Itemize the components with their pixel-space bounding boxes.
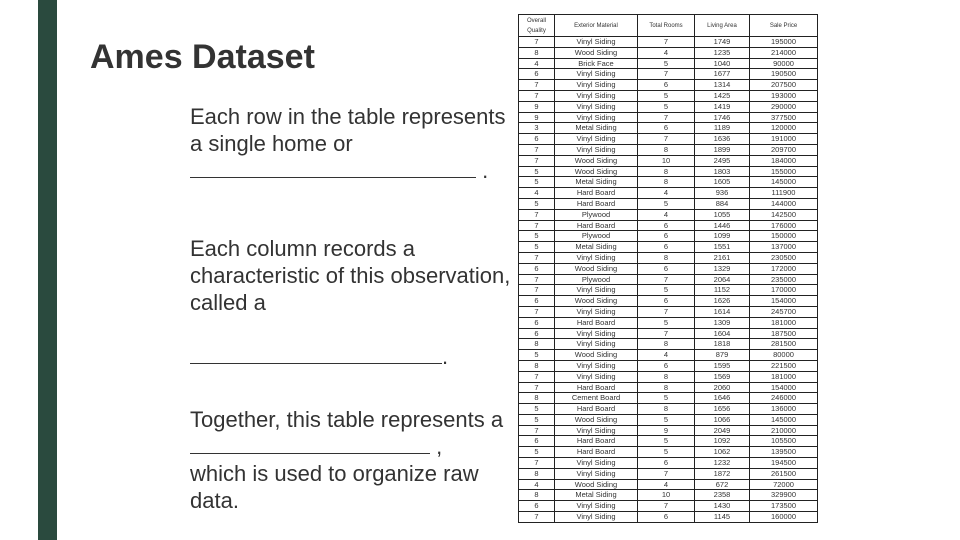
table-cell: 1145 xyxy=(695,512,750,523)
fill-in-blank-observation xyxy=(190,159,476,178)
table-cell: 1040 xyxy=(695,58,750,69)
table-cell: Wood Siding xyxy=(555,479,638,490)
table-cell: 194500 xyxy=(750,458,818,469)
table-cell: 1235 xyxy=(695,47,750,58)
table-cell: 176000 xyxy=(750,220,818,231)
table-row xyxy=(519,328,818,339)
table-cell: 7 xyxy=(519,425,555,436)
table-cell: 6 xyxy=(638,296,695,307)
table-cell: 8 xyxy=(638,371,695,382)
table-cell: 160000 xyxy=(750,512,818,523)
table-cell: 1677 xyxy=(695,69,750,80)
table-cell: 1803 xyxy=(695,166,750,177)
table-cell: 105500 xyxy=(750,436,818,447)
table-cell: 120000 xyxy=(750,123,818,134)
table-cell: 1329 xyxy=(695,263,750,274)
table-cell: 1309 xyxy=(695,317,750,328)
table-row xyxy=(519,479,818,490)
table-row xyxy=(519,317,818,328)
table-row xyxy=(519,155,818,166)
table-cell: 8 xyxy=(519,468,555,479)
table-cell: 195000 xyxy=(750,37,818,48)
table-cell: 6 xyxy=(519,328,555,339)
table-cell: 1430 xyxy=(695,501,750,512)
paragraph-rows-end: . xyxy=(482,158,489,183)
table-cell: Plywood xyxy=(555,209,638,220)
table-cell: Vinyl Siding xyxy=(555,468,638,479)
table-cell: Vinyl Siding xyxy=(555,69,638,80)
table-cell: 1872 xyxy=(695,468,750,479)
table-row xyxy=(519,80,818,91)
table-cell: 7 xyxy=(638,274,695,285)
table-cell: 7 xyxy=(519,209,555,220)
table-cell: 1152 xyxy=(695,285,750,296)
table-cell: Metal Siding xyxy=(555,123,638,134)
table-row xyxy=(519,512,818,523)
table-cell: Vinyl Siding xyxy=(555,285,638,296)
table-row xyxy=(519,177,818,188)
table-cell: 145000 xyxy=(750,177,818,188)
table-cell: 4 xyxy=(638,209,695,220)
table-cell: 7 xyxy=(519,274,555,285)
table-cell: 136000 xyxy=(750,404,818,415)
table-cell: 5 xyxy=(638,101,695,112)
table-cell: Vinyl Siding xyxy=(555,37,638,48)
table-cell: 5 xyxy=(638,447,695,458)
table-row xyxy=(519,274,818,285)
table-row xyxy=(519,436,818,447)
table-cell: 1066 xyxy=(695,414,750,425)
table-cell: 210000 xyxy=(750,425,818,436)
table-cell: 7 xyxy=(638,468,695,479)
table-cell: Wood Siding xyxy=(555,350,638,361)
table-cell: Plywood xyxy=(555,274,638,285)
table-cell: 5 xyxy=(638,393,695,404)
table-cell: 7 xyxy=(638,501,695,512)
table-cell: Metal Siding xyxy=(555,177,638,188)
table-cell: Vinyl Siding xyxy=(555,339,638,350)
table-cell: 1614 xyxy=(695,306,750,317)
table-cell: 7 xyxy=(519,512,555,523)
table-row xyxy=(519,393,818,404)
table-cell: 1646 xyxy=(695,393,750,404)
table-cell: 5 xyxy=(519,414,555,425)
table-cell: 4 xyxy=(519,479,555,490)
table-row xyxy=(519,220,818,231)
table-cell: 7 xyxy=(519,37,555,48)
table-cell: 2049 xyxy=(695,425,750,436)
table-cell: 8 xyxy=(519,360,555,371)
paragraph-rows-text: Each row in the table represents a single home or xyxy=(190,104,506,156)
table-cell: 1569 xyxy=(695,371,750,382)
table-row xyxy=(519,209,818,220)
column-header: Total Rooms xyxy=(638,15,695,37)
table-cell: 6 xyxy=(638,458,695,469)
table-cell: 4 xyxy=(638,479,695,490)
table-row xyxy=(519,144,818,155)
table-cell: 2060 xyxy=(695,382,750,393)
table-cell: Cement Board xyxy=(555,393,638,404)
table-cell: 145000 xyxy=(750,414,818,425)
table-row xyxy=(519,263,818,274)
table-cell: Vinyl Siding xyxy=(555,512,638,523)
table-row xyxy=(519,501,818,512)
table-cell: Vinyl Siding xyxy=(555,458,638,469)
ames-data-table-container xyxy=(518,14,817,523)
table-cell: 193000 xyxy=(750,90,818,101)
table-cell: 6 xyxy=(519,501,555,512)
table-cell: 142500 xyxy=(750,209,818,220)
table-cell: 6 xyxy=(519,263,555,274)
table-cell: 7 xyxy=(638,134,695,145)
table-cell: 1055 xyxy=(695,209,750,220)
table-cell: 7 xyxy=(638,112,695,123)
table-cell: 5 xyxy=(638,436,695,447)
table-cell: Wood Siding xyxy=(555,296,638,307)
table-cell: 8 xyxy=(638,166,695,177)
table-row xyxy=(519,447,818,458)
table-cell: 7 xyxy=(519,458,555,469)
table-cell: 6 xyxy=(519,296,555,307)
table-cell: Vinyl Siding xyxy=(555,360,638,371)
table-cell: 235000 xyxy=(750,274,818,285)
paragraph-columns-text: Each column records a characteristic of this observation, called a xyxy=(190,236,511,315)
table-cell: 884 xyxy=(695,198,750,209)
table-cell: 154000 xyxy=(750,296,818,307)
table-cell: 377500 xyxy=(750,112,818,123)
table-row xyxy=(519,296,818,307)
table-cell: 7 xyxy=(519,90,555,101)
table-cell: 7 xyxy=(519,80,555,91)
table-cell: 5 xyxy=(519,404,555,415)
table-cell: 7 xyxy=(519,252,555,263)
table-cell: 4 xyxy=(638,350,695,361)
table-cell: Vinyl Siding xyxy=(555,425,638,436)
accent-bar xyxy=(38,0,57,540)
column-header: Exterior Material xyxy=(555,15,638,37)
table-cell: 6 xyxy=(519,317,555,328)
table-cell: 672 xyxy=(695,479,750,490)
table-cell: 5 xyxy=(519,231,555,242)
table-cell: 1749 xyxy=(695,37,750,48)
table-cell: 1818 xyxy=(695,339,750,350)
column-header: Sale Price xyxy=(750,15,818,37)
table-cell: Hard Board xyxy=(555,447,638,458)
slide-title: Ames Dataset xyxy=(90,38,315,76)
table-cell: 190500 xyxy=(750,69,818,80)
table-cell: 5 xyxy=(638,198,695,209)
paragraph-table-end: which is used to organize raw data. xyxy=(190,461,479,513)
table-cell: Vinyl Siding xyxy=(555,90,638,101)
table-cell: 1099 xyxy=(695,231,750,242)
table-cell: 4 xyxy=(519,188,555,199)
paragraph-table xyxy=(190,406,515,514)
table-cell: 5 xyxy=(519,177,555,188)
table-cell: 6 xyxy=(638,242,695,253)
table-cell: 80000 xyxy=(750,350,818,361)
table-cell: 181000 xyxy=(750,317,818,328)
table-cell: Vinyl Siding xyxy=(555,328,638,339)
table-cell: 207500 xyxy=(750,80,818,91)
table-cell: 1419 xyxy=(695,101,750,112)
table-cell: 5 xyxy=(638,58,695,69)
table-cell: 154000 xyxy=(750,382,818,393)
table-cell: 7 xyxy=(519,382,555,393)
table-cell: 7 xyxy=(519,220,555,231)
table-cell: 5 xyxy=(519,447,555,458)
table-cell: 6 xyxy=(519,436,555,447)
table-cell: 6 xyxy=(638,123,695,134)
table-cell: 209700 xyxy=(750,144,818,155)
fill-in-blank-variable xyxy=(190,345,442,364)
table-cell: 184000 xyxy=(750,155,818,166)
table-cell: 7 xyxy=(519,155,555,166)
table-row xyxy=(519,166,818,177)
table-row xyxy=(519,350,818,361)
table-cell: 1425 xyxy=(695,90,750,101)
table-cell: Vinyl Siding xyxy=(555,371,638,382)
table-cell: 1595 xyxy=(695,360,750,371)
table-cell: 1605 xyxy=(695,177,750,188)
table-cell: Wood Siding xyxy=(555,414,638,425)
table-cell: 1636 xyxy=(695,134,750,145)
table-cell: 1446 xyxy=(695,220,750,231)
table-cell: Wood Siding xyxy=(555,47,638,58)
table-cell: 6 xyxy=(638,360,695,371)
table-cell: 7 xyxy=(638,69,695,80)
table-row xyxy=(519,198,818,209)
table-cell: 4 xyxy=(519,58,555,69)
table-cell: Wood Siding xyxy=(555,263,638,274)
table-row xyxy=(519,360,818,371)
table-cell: 7 xyxy=(519,144,555,155)
table-cell: 173500 xyxy=(750,501,818,512)
table-cell: 137000 xyxy=(750,242,818,253)
table-cell: 172000 xyxy=(750,263,818,274)
table-cell: 150000 xyxy=(750,231,818,242)
table-cell: 5 xyxy=(638,317,695,328)
table-cell: 6 xyxy=(638,263,695,274)
table-cell: 214000 xyxy=(750,47,818,58)
table-cell: Plywood xyxy=(555,231,638,242)
table-cell: 187500 xyxy=(750,328,818,339)
table-cell: 8 xyxy=(519,393,555,404)
table-cell: 2161 xyxy=(695,252,750,263)
table-row xyxy=(519,123,818,134)
table-cell: Vinyl Siding xyxy=(555,501,638,512)
table-cell: Metal Siding xyxy=(555,242,638,253)
table-cell: 1092 xyxy=(695,436,750,447)
table-body xyxy=(519,37,818,523)
table-cell: 221500 xyxy=(750,360,818,371)
table-cell: Brick Face xyxy=(555,58,638,69)
table-row xyxy=(519,306,818,317)
table-row xyxy=(519,414,818,425)
table-cell: 879 xyxy=(695,350,750,361)
table-cell: 6 xyxy=(638,220,695,231)
table-cell: 90000 xyxy=(750,58,818,69)
column-header: Living Area xyxy=(695,15,750,37)
table-row xyxy=(519,490,818,501)
table-cell: Hard Board xyxy=(555,382,638,393)
table-cell: 7 xyxy=(519,371,555,382)
table-cell: 245700 xyxy=(750,306,818,317)
table-cell: 5 xyxy=(638,90,695,101)
table-row xyxy=(519,112,818,123)
table-cell: 10 xyxy=(638,155,695,166)
table-cell: 8 xyxy=(519,47,555,58)
paragraph-table-text: Together, this table represents a xyxy=(190,407,504,432)
table-row xyxy=(519,69,818,80)
table-cell: Vinyl Siding xyxy=(555,306,638,317)
table-cell: 139500 xyxy=(750,447,818,458)
table-cell: 10 xyxy=(638,490,695,501)
table-header-row xyxy=(519,15,818,37)
table-row xyxy=(519,285,818,296)
table-cell: 5 xyxy=(519,242,555,253)
table-cell: 111900 xyxy=(750,188,818,199)
table-cell: 8 xyxy=(638,382,695,393)
table-cell: 8 xyxy=(519,339,555,350)
table-cell: 7 xyxy=(519,285,555,296)
table-cell: 2358 xyxy=(695,490,750,501)
table-cell: Hard Board xyxy=(555,436,638,447)
table-cell: Vinyl Siding xyxy=(555,134,638,145)
table-cell: Wood Siding xyxy=(555,155,638,166)
table-cell: 4 xyxy=(638,47,695,58)
table-cell: 290000 xyxy=(750,101,818,112)
table-cell: Hard Board xyxy=(555,317,638,328)
table-cell: 155000 xyxy=(750,166,818,177)
table-row xyxy=(519,458,818,469)
table-cell: 4 xyxy=(638,188,695,199)
table-row xyxy=(519,371,818,382)
table-cell: Metal Siding xyxy=(555,490,638,501)
table-cell: 5 xyxy=(638,285,695,296)
table-cell: 2495 xyxy=(695,155,750,166)
table-cell: Vinyl Siding xyxy=(555,101,638,112)
paragraph-columns-end: . xyxy=(442,344,449,369)
table-cell: Hard Board xyxy=(555,404,638,415)
table-row xyxy=(519,242,818,253)
table-cell: 1232 xyxy=(695,458,750,469)
table-cell: 6 xyxy=(519,69,555,80)
table-cell: 5 xyxy=(519,166,555,177)
table-cell: 8 xyxy=(638,177,695,188)
table-cell: 261500 xyxy=(750,468,818,479)
table-cell: 6 xyxy=(638,80,695,91)
table-cell: Hard Board xyxy=(555,188,638,199)
table-cell: 181000 xyxy=(750,371,818,382)
table-row xyxy=(519,231,818,242)
table-row xyxy=(519,252,818,263)
table-cell: Wood Siding xyxy=(555,166,638,177)
paragraph-columns xyxy=(190,235,515,370)
table-cell: 6 xyxy=(638,231,695,242)
table-cell: 7 xyxy=(638,306,695,317)
table-row xyxy=(519,37,818,48)
table-cell: 8 xyxy=(519,490,555,501)
table-cell: 329900 xyxy=(750,490,818,501)
fill-in-blank-dataset xyxy=(190,435,430,454)
paragraph-rows xyxy=(190,103,515,184)
paragraph-table-comma: , xyxy=(436,434,443,459)
table-cell: 72000 xyxy=(750,479,818,490)
table-cell: 5 xyxy=(519,198,555,209)
table-cell: 1189 xyxy=(695,123,750,134)
table-cell: Vinyl Siding xyxy=(555,144,638,155)
table-cell: 170000 xyxy=(750,285,818,296)
table-row xyxy=(519,134,818,145)
table-cell: 246000 xyxy=(750,393,818,404)
table-cell: 7 xyxy=(638,37,695,48)
table-cell: 9 xyxy=(519,112,555,123)
table-cell: 1899 xyxy=(695,144,750,155)
table-row xyxy=(519,58,818,69)
table-row xyxy=(519,425,818,436)
table-cell: 281500 xyxy=(750,339,818,350)
table-cell: 6 xyxy=(638,512,695,523)
table-cell: 9 xyxy=(519,101,555,112)
table-cell: 6 xyxy=(519,134,555,145)
table-cell: 7 xyxy=(638,328,695,339)
column-header: Overall Quality xyxy=(519,15,555,37)
table-cell: Vinyl Siding xyxy=(555,252,638,263)
table-cell: 8 xyxy=(638,252,695,263)
ames-data-table xyxy=(518,14,818,523)
table-cell: 1062 xyxy=(695,447,750,458)
table-cell: 2064 xyxy=(695,274,750,285)
table-row xyxy=(519,90,818,101)
table-cell: 1626 xyxy=(695,296,750,307)
table-cell: Hard Board xyxy=(555,220,638,231)
table-row xyxy=(519,382,818,393)
table-cell: 1314 xyxy=(695,80,750,91)
table-row xyxy=(519,47,818,58)
table-cell: 230500 xyxy=(750,252,818,263)
table-row xyxy=(519,339,818,350)
table-cell: 1551 xyxy=(695,242,750,253)
table-cell: Vinyl Siding xyxy=(555,112,638,123)
table-cell: 5 xyxy=(638,414,695,425)
table-cell: 7 xyxy=(519,306,555,317)
table-cell: 144000 xyxy=(750,198,818,209)
table-row xyxy=(519,101,818,112)
table-cell: 9 xyxy=(638,425,695,436)
table-cell: 936 xyxy=(695,188,750,199)
table-cell: 8 xyxy=(638,404,695,415)
table-cell: 8 xyxy=(638,144,695,155)
table-cell: 191000 xyxy=(750,134,818,145)
table-cell: Vinyl Siding xyxy=(555,80,638,91)
table-row xyxy=(519,404,818,415)
table-cell: 1746 xyxy=(695,112,750,123)
table-cell: 5 xyxy=(519,350,555,361)
table-cell: 3 xyxy=(519,123,555,134)
table-row xyxy=(519,188,818,199)
table-cell: 8 xyxy=(638,339,695,350)
table-cell: 1656 xyxy=(695,404,750,415)
table-cell: 1604 xyxy=(695,328,750,339)
table-cell: Hard Board xyxy=(555,198,638,209)
table-row xyxy=(519,468,818,479)
